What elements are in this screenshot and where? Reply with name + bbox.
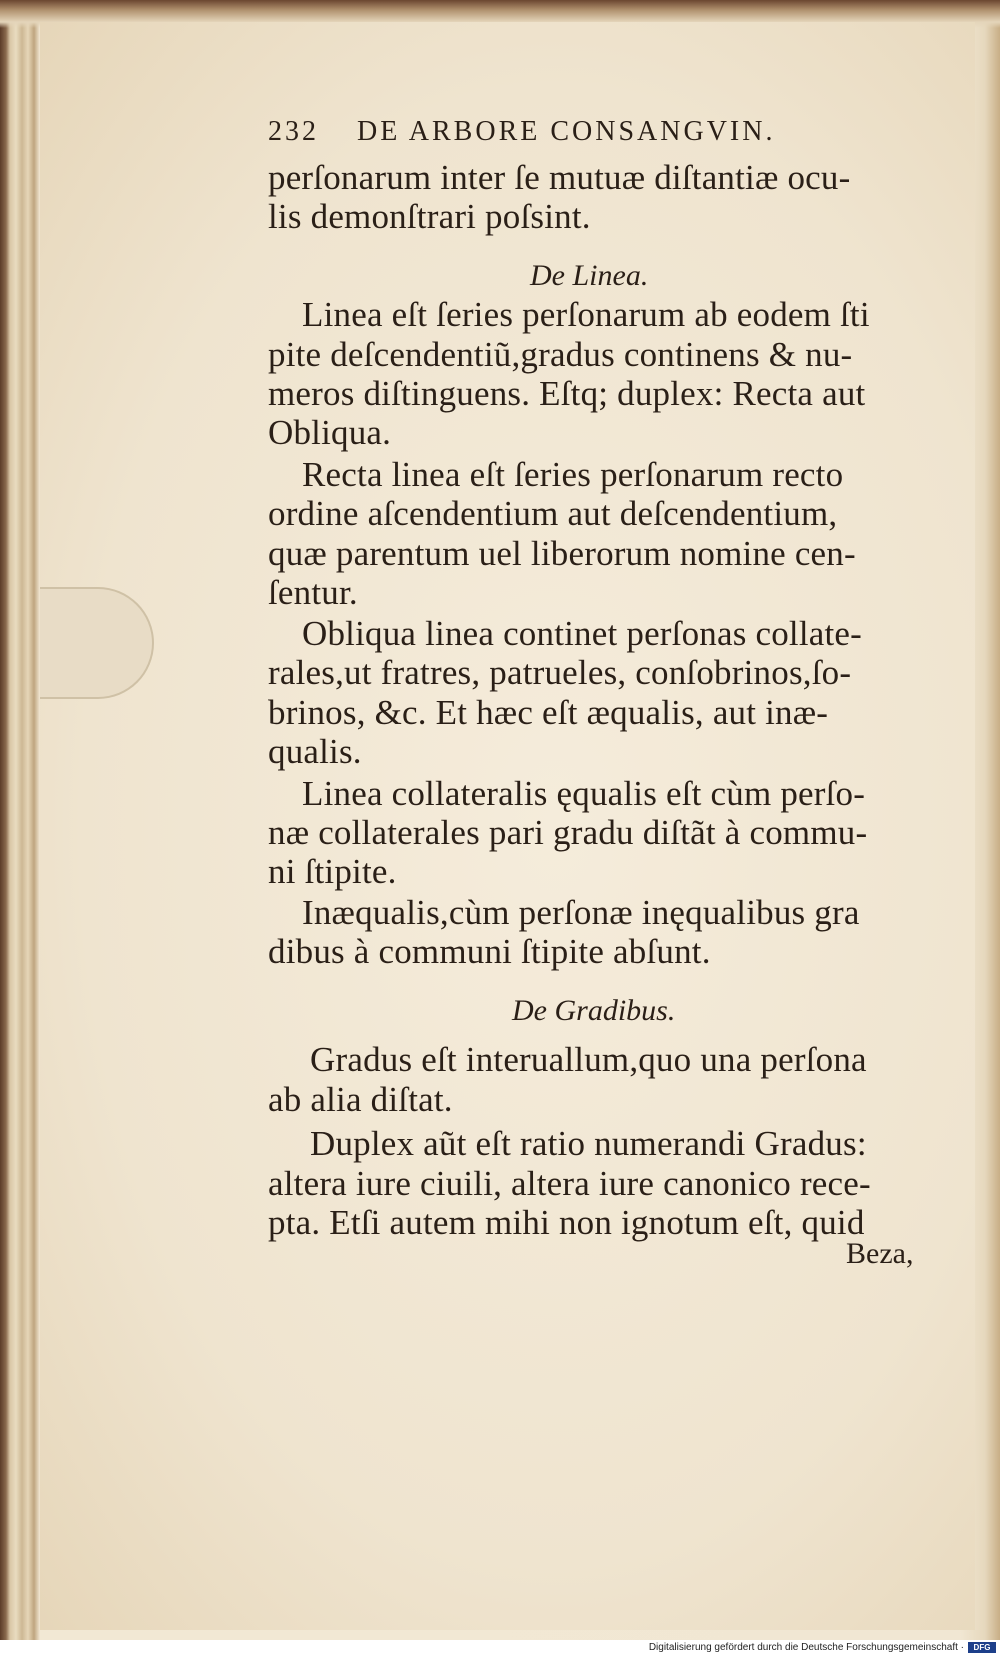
text-line: Duplex aũt eſt ratio numerandi Gradus: [310, 1124, 867, 1163]
text-line: ordine aſcendentium aut deſcendentium, [268, 494, 838, 533]
text-line: Gradus eſt interuallum,quo una perſona [310, 1040, 867, 1079]
catchword: Beza, [846, 1237, 914, 1270]
section-heading-de-gradibus: De Gradibus. [512, 994, 676, 1027]
text-line: dibus à communi ſtipite abſunt. [268, 932, 711, 971]
text-line: ab alia diſtat. [268, 1080, 453, 1119]
text-line: altera iure ciuili, altera iure canonico rece- [268, 1164, 871, 1203]
page-number: 232 [268, 116, 319, 147]
text-line: brinos, &c. Et hæc eſt æqualis, aut inæ- [268, 693, 829, 732]
text-line: pta. Etſi autem mihi non ignotum eſt, quid [268, 1203, 865, 1242]
running-title: DE ARBORE CONSANGVIN. [357, 116, 776, 147]
footer-credit: Digitalisierung gefördert durch die Deutsche Forschungsgemeinschaft · [648, 1642, 964, 1653]
text-line: quæ parentum uel liberorum nomine cen- [268, 534, 856, 573]
section-heading-de-linea: De Linea. [530, 259, 649, 292]
text-line: qualis. [268, 732, 362, 771]
text-line: Linea eſt ſeries perſonarum ab eodem ſti [302, 295, 870, 334]
text-line: rales,ut fratres, patrueles, conſobrinos,ſo- [268, 653, 852, 692]
text-line: Obliqua linea continet perſonas collate- [302, 614, 863, 653]
text-line: pite deſcendentiũ,gradus continens & nu- [268, 335, 853, 374]
running-head [268, 116, 775, 148]
text-line: ſentur. [268, 573, 358, 612]
text-line: perſonarum inter ſe mutuæ diſtantiæ ocu- [268, 158, 851, 197]
text-line: lis demonſtrari poſsint. [268, 197, 591, 236]
text-line: Recta linea eſt ſeries perſonarum recto [302, 455, 844, 494]
dfg-logo: DFG [968, 1642, 996, 1653]
text-line: Inæqualis,cùm perſonæ inęqualibus gra [302, 893, 860, 932]
digitization-footer [0, 1640, 1000, 1655]
text-line: Obliqua. [268, 413, 392, 452]
text-line: ni ſtipite. [268, 852, 397, 891]
text-line: næ collaterales pari gradu diſtãt à commu- [268, 813, 868, 852]
text-line: meros diſtinguens. Eſtq; duplex: Recta aut [268, 374, 866, 413]
text-line: Linea collateralis ęqualis eſt cùm perſo- [302, 774, 866, 813]
